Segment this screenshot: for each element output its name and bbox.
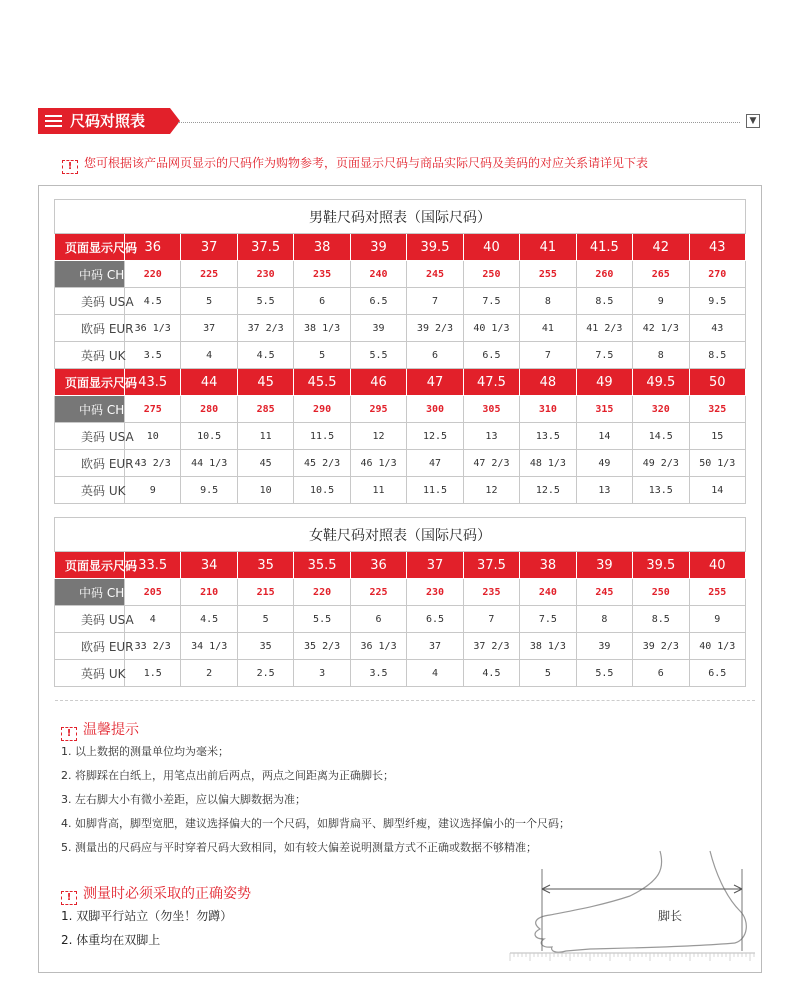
table-cell: 45 2/3 [294,450,350,477]
table-cell: 37.5 [237,234,293,261]
table-cell: 8 [576,606,632,633]
table-cell: 8.5 [576,288,632,315]
table-cell: 40 1/3 [463,315,519,342]
table-cell: 215 [237,579,293,606]
table-cell: 7 [520,342,576,369]
table-cell: 43 [689,234,745,261]
table-cell: 49 2/3 [633,450,689,477]
table-cell: 225 [181,261,237,288]
table-cell: 36 1/3 [350,633,406,660]
table-cell: 37 2/3 [463,633,519,660]
table-cell: 5.5 [237,288,293,315]
table-cell: 3.5 [350,660,406,687]
table-cell: 6 [350,606,406,633]
table-cell: 225 [350,579,406,606]
table-cell: 38 [294,234,350,261]
table-cell: 37 [181,234,237,261]
table-cell: 240 [350,261,406,288]
table-cell: 49 [576,369,632,396]
table-cell: 48 1/3 [520,450,576,477]
table-cell: 4 [181,342,237,369]
table-cell: 5 [181,288,237,315]
table-cell: 11 [350,477,406,504]
chevron-down-icon[interactable]: ▼ [746,114,760,128]
table-cell: 8.5 [689,342,745,369]
table-cell: 6.5 [350,288,406,315]
table-cell: 35.5 [294,552,350,579]
table-cell: 5 [237,606,293,633]
table-cell: 310 [520,396,576,423]
row-label: 中码 CHN [55,261,125,288]
table-cell: 8.5 [633,606,689,633]
table-row [55,234,746,261]
row-label: 美码 USA [55,423,125,450]
table-cell: 36 [125,234,181,261]
table-cell: 275 [125,396,181,423]
table-cell: 8 [633,342,689,369]
table-cell: 12 [463,477,519,504]
table-cell: 35 [237,552,293,579]
foot-sketch [510,851,755,961]
table-row [55,579,746,606]
table-cell: 48 [520,369,576,396]
table-cell: 35 [237,633,293,660]
table-cell: 220 [294,579,350,606]
table-cell: 41 2/3 [576,315,632,342]
table-cell: 39.5 [633,552,689,579]
table-cell: 10.5 [294,477,350,504]
row-label: 英码 UK [55,477,125,504]
table-cell: 5.5 [294,606,350,633]
table-row [55,606,746,633]
table-row [55,477,746,504]
table-cell: 39 [350,234,406,261]
table-cell: 320 [633,396,689,423]
tip-item: 4. 如脚背高，脚型宽肥，建议选择偏大的一个尺码，如脚背扁平、脚型纤瘦，建议选择偏小的一个尺码； [61,817,570,830]
table-cell: 14.5 [633,423,689,450]
table-cell: 49.5 [633,369,689,396]
table-row [55,552,746,579]
table-cell: 50 1/3 [689,450,745,477]
table-title-row [55,518,746,552]
table-cell: 8 [520,288,576,315]
table-cell: 4.5 [181,606,237,633]
table-cell: 285 [237,396,293,423]
foot-illustration [510,851,755,961]
table-cell: 325 [689,396,745,423]
table-cell: 5.5 [576,660,632,687]
table-title-row [55,200,746,234]
table-cell: 35 2/3 [294,633,350,660]
table-cell: 43 [689,315,745,342]
table-row [55,261,746,288]
row-label: 中码 CHN [55,579,125,606]
table-cell: 5.5 [350,342,406,369]
table-cell: 5 [294,342,350,369]
table-cell: 41 [520,315,576,342]
row-label: 页面显示尺码 [55,369,125,396]
table-cell: 38 1/3 [520,633,576,660]
mens-size-table [54,199,746,504]
table-cell: 40 [463,234,519,261]
row-label: 欧码 EUR [55,633,125,660]
table-row [55,315,746,342]
womens-size-table [54,517,746,687]
notice-text: 您可根据该产品网页显示的尺码作为购物参考，页面显示尺码与商品实际尺码及美码的对应关系请详见下表 [84,156,649,170]
table-cell: 6 [407,342,463,369]
table-row [55,369,746,396]
table-row [55,396,746,423]
size-notice [62,154,648,174]
table-cell: 44 1/3 [181,450,237,477]
table-cell: 3 [294,660,350,687]
table-cell: 13.5 [520,423,576,450]
tip-item: 2. 将脚踩在白纸上，用笔点出前后两点，两点之间距离为正确脚长； [61,769,394,782]
table-cell: 13 [463,423,519,450]
table-cell: 46 1/3 [350,450,406,477]
table-cell: 45 [237,450,293,477]
section-title: 尺码对照表 [70,112,146,130]
row-label: 英码 UK [55,342,125,369]
warning-icon: ! [61,891,77,905]
table-cell: 41.5 [576,234,632,261]
table-cell: 210 [181,579,237,606]
tip-item: 1. 以上数据的测量单位均为毫米； [61,745,229,758]
table-cell: 34 1/3 [181,633,237,660]
table-cell: 40 1/3 [689,633,745,660]
table-row [55,633,746,660]
table-cell: 45 [237,369,293,396]
table-cell: 1.5 [125,660,181,687]
table-cell: 5 [520,660,576,687]
table-cell: 4 [125,606,181,633]
table-cell: 37 2/3 [237,315,293,342]
table-cell: 270 [689,261,745,288]
dotted-divider [178,122,740,123]
row-label: 美码 USA [55,288,125,315]
table-cell: 11.5 [294,423,350,450]
table-cell: 7 [407,288,463,315]
table-cell: 47.5 [463,369,519,396]
table-cell: 9.5 [689,288,745,315]
table-cell: 260 [576,261,632,288]
table-cell: 50 [689,369,745,396]
table-cell: 6.5 [407,606,463,633]
table-cell: 33.5 [125,552,181,579]
table-cell: 4.5 [463,660,519,687]
table-cell: 12.5 [520,477,576,504]
table-cell: 11.5 [407,477,463,504]
table-cell: 255 [520,261,576,288]
table-cell: 10.5 [181,423,237,450]
table-cell: 6.5 [689,660,745,687]
table-cell: 47 2/3 [463,450,519,477]
table-cell: 39 [350,315,406,342]
table-title: 女鞋尺码对照表（国际尺码） [55,518,746,552]
table-cell: 4.5 [125,288,181,315]
table-cell: 4.5 [237,342,293,369]
table-cell: 240 [520,579,576,606]
table-cell: 245 [407,261,463,288]
table-cell: 37.5 [463,552,519,579]
table-cell: 230 [237,261,293,288]
section-title-badge [38,108,170,134]
table-cell: 6 [633,660,689,687]
table-cell: 11 [237,423,293,450]
table-cell: 36 [350,552,406,579]
row-label: 欧码 EUR [55,450,125,477]
table-cell: 34 [181,552,237,579]
table-cell: 10 [125,423,181,450]
table-cell: 39 2/3 [633,633,689,660]
table-cell: 46 [350,369,406,396]
table-cell: 255 [689,579,745,606]
table-cell: 305 [463,396,519,423]
table-cell: 205 [125,579,181,606]
table-cell: 220 [125,261,181,288]
posture-title: ! 测量时必须采取的正确姿势 [61,883,251,905]
table-cell: 14 [689,477,745,504]
table-row [55,342,746,369]
table-cell: 47 [407,369,463,396]
warning-icon: ! [61,727,77,741]
table-cell: 43 2/3 [125,450,181,477]
table-row [55,450,746,477]
table-cell: 2.5 [237,660,293,687]
posture-item: 2. 体重均在双脚上 [61,933,161,947]
table-cell: 295 [350,396,406,423]
table-cell: 43.5 [125,369,181,396]
table-cell: 235 [463,579,519,606]
table-cell: 250 [463,261,519,288]
posture-item: 1. 双脚平行站立（勿坐！勿蹲） [61,909,233,923]
table-cell: 15 [689,423,745,450]
table-cell: 4 [407,660,463,687]
table-cell: 39 [576,633,632,660]
tips-section [55,700,755,968]
table-cell: 6.5 [463,342,519,369]
row-label: 英码 UK [55,660,125,687]
row-label: 中码 CHN [55,396,125,423]
table-cell: 38 [520,552,576,579]
foot-length-label: 脚长 [658,909,683,923]
table-cell: 37 [181,315,237,342]
table-cell: 44 [181,369,237,396]
row-label: 美码 USA [55,606,125,633]
table-cell: 265 [633,261,689,288]
table-cell: 250 [633,579,689,606]
section-header [38,108,760,134]
row-label: 欧码 EUR [55,315,125,342]
table-row [55,288,746,315]
table-cell: 2 [181,660,237,687]
table-cell: 40 [689,552,745,579]
table-cell: 10 [237,477,293,504]
table-cell: 14 [576,423,632,450]
table-cell: 235 [294,261,350,288]
table-cell: 290 [294,396,350,423]
table-cell: 315 [576,396,632,423]
list-icon [46,115,62,127]
table-cell: 36 1/3 [125,315,181,342]
table-cell: 12.5 [407,423,463,450]
table-title: 男鞋尺码对照表（国际尺码） [55,200,746,234]
table-cell: 12 [350,423,406,450]
table-cell: 245 [576,579,632,606]
table-cell: 37 [407,633,463,660]
table-cell: 230 [407,579,463,606]
table-cell: 7.5 [520,606,576,633]
table-cell: 47 [407,450,463,477]
table-cell: 13 [576,477,632,504]
table-cell: 41 [520,234,576,261]
table-cell: 9.5 [181,477,237,504]
table-cell: 6 [294,288,350,315]
table-cell: 33 2/3 [125,633,181,660]
table-cell: 3.5 [125,342,181,369]
table-cell: 7.5 [576,342,632,369]
table-cell: 49 [576,450,632,477]
table-cell: 9 [689,606,745,633]
table-cell: 37 [407,552,463,579]
table-cell: 7.5 [463,288,519,315]
table-cell: 39 2/3 [407,315,463,342]
warning-icon: ! [62,160,78,174]
tip-item: 5. 测量出的尺码应与平时穿着尺码大致相同，如有较大偏差说明测量方式不正确或数据不够精准； [61,841,537,854]
tips-title: ! 温馨提示 [61,719,139,741]
table-cell: 39 [576,552,632,579]
tip-item: 3. 左右脚大小有微小差距，应以偏大脚数据为准； [61,793,306,806]
table-cell: 13.5 [633,477,689,504]
table-row [55,423,746,450]
table-cell: 300 [407,396,463,423]
table-cell: 7 [463,606,519,633]
table-cell: 42 [633,234,689,261]
table-row [55,660,746,687]
table-cell: 9 [633,288,689,315]
row-label: 页面显示尺码 [55,234,125,261]
table-cell: 9 [125,477,181,504]
table-cell: 38 1/3 [294,315,350,342]
row-label: 页面显示尺码 [55,552,125,579]
table-cell: 42 1/3 [633,315,689,342]
table-cell: 280 [181,396,237,423]
table-cell: 45.5 [294,369,350,396]
table-cell: 39.5 [407,234,463,261]
